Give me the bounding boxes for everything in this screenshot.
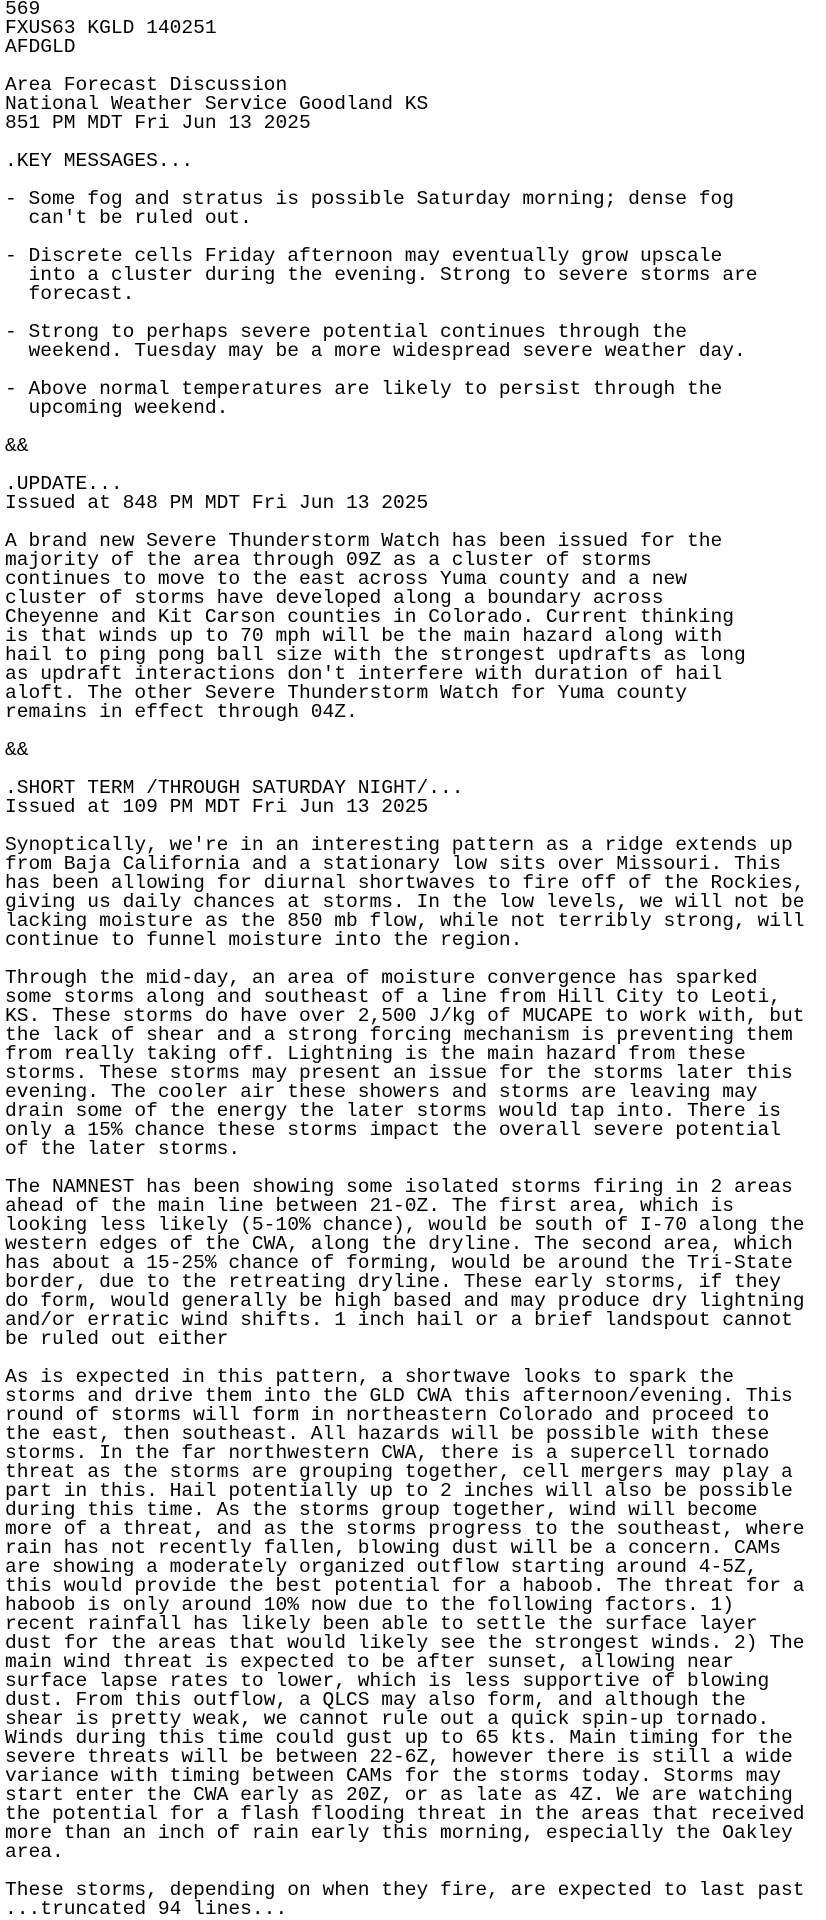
text-line: western edges of the CWA, along the dryline. The second area, which bbox=[5, 1233, 793, 1255]
text-line: shear is pretty weak, we cannot rule out a quick spin-up tornado. bbox=[5, 1708, 770, 1730]
text-line: storms. These storms may present an issue for the storms later this bbox=[5, 1062, 793, 1084]
text-line: are showing a moderately organized outflow starting around 4-5Z, bbox=[5, 1556, 758, 1578]
text-line: && bbox=[5, 739, 29, 761]
text-line: storms. In the far northwestern CWA, there is a supercell tornado bbox=[5, 1442, 770, 1464]
text-line: A brand new Severe Thunderstorm Watch has been issued for the bbox=[5, 530, 723, 552]
text-line: variance with timing between CAMs for the storms today. Storms may bbox=[5, 1765, 782, 1787]
text-line: as updraft interactions don't interfere with duration of hail bbox=[5, 663, 723, 685]
text-line: part in this. Hail potentially up to 2 inches will also be possible bbox=[5, 1480, 793, 1502]
text-line: && bbox=[5, 435, 29, 457]
text-line: majority of the area through 09Z as a cluster of storms bbox=[5, 549, 652, 571]
text-line: is that winds up to 70 mph will be the main hazard along with bbox=[5, 625, 723, 647]
text-line: Synoptically, we're in an interesting pattern as a ridge extends up bbox=[5, 834, 793, 856]
text-line: main wind threat is expected to be after sunset, allowing near bbox=[5, 1651, 735, 1673]
text-line: - Above normal temperatures are likely to persist through the bbox=[5, 378, 723, 400]
text-line: from really taking off. Lightning is the main hazard from these bbox=[5, 1043, 746, 1065]
text-line: can't be ruled out. bbox=[5, 207, 252, 229]
text-line: 851 PM MDT Fri Jun 13 2025 bbox=[5, 112, 311, 134]
text-line: and/or erratic wind shifts. 1 inch hail or a brief landspout cannot bbox=[5, 1309, 793, 1331]
text-line: upcoming weekend. bbox=[5, 397, 229, 419]
text-line: dust. From this outflow, a QLCS may also form, and although the bbox=[5, 1689, 746, 1711]
text-line: hail to ping pong ball size with the strongest updrafts as long bbox=[5, 644, 746, 666]
text-line: The NAMNEST has been showing some isolated storms firing in 2 areas bbox=[5, 1176, 793, 1198]
text-line: Cheyenne and Kit Carson counties in Colorado. Current thinking bbox=[5, 606, 735, 628]
text-line: rain has not recently fallen, blowing dust will be a concern. CAMs bbox=[5, 1537, 782, 1559]
text-line: continues to move to the east across Yuma county and a new bbox=[5, 568, 687, 590]
text-line: forecast. bbox=[5, 283, 135, 305]
text-line: the potential for a flash flooding threat in the areas that received bbox=[5, 1803, 805, 1825]
text-line: border, due to the retreating dryline. These early storms, if they bbox=[5, 1271, 782, 1293]
text-line: only a 15% chance these storms impact the overall severe potential bbox=[5, 1119, 782, 1141]
text-line: KS. These storms do have over 2,500 J/kg of MUCAPE to work with, but bbox=[5, 1005, 805, 1027]
text-line: more of a threat, and as the storms progress to the southeast, where bbox=[5, 1518, 805, 1540]
text-line: do form, would generally be high based and may produce dry lightning bbox=[5, 1290, 805, 1312]
text-line: some storms along and southeast of a line from Hill City to Leoti, bbox=[5, 986, 782, 1008]
text-line: 569 bbox=[5, 0, 41, 20]
text-line: threat as the storms are grouping together, cell mergers may play a bbox=[5, 1461, 793, 1483]
text-line: .SHORT TERM /THROUGH SATURDAY NIGHT/... bbox=[5, 777, 464, 799]
text-line: of the later storms. bbox=[5, 1138, 241, 1160]
text-line: lacking moisture as the 850 mb flow, while not terribly strong, will bbox=[5, 910, 805, 932]
text-line: .UPDATE... bbox=[5, 473, 123, 495]
text-line: - Discrete cells Friday afternoon may eventually grow upscale bbox=[5, 245, 723, 267]
text-line: Winds during this time could gust up to 65 kts. Main timing for the bbox=[5, 1727, 793, 1749]
text-line: These storms, depending on when they fire, are expected to last past bbox=[5, 1879, 805, 1901]
text-line: dust for the areas that would likely see the strongest winds. 2) The bbox=[5, 1632, 805, 1654]
text-line: looking less likely (5-10% chance), would be south of I-70 along the bbox=[5, 1214, 805, 1236]
text-line: evening. The cooler air these showers and storms are leaving may bbox=[5, 1081, 758, 1103]
text-line: round of storms will form in northeastern Colorado and proceed to bbox=[5, 1404, 770, 1426]
text-line: the east, then southeast. All hazards will be possible with these bbox=[5, 1423, 770, 1445]
text-line: As is expected in this pattern, a shortwave looks to spark the bbox=[5, 1366, 735, 1388]
text-line: drain some of the energy the later storms would tap into. There is bbox=[5, 1100, 782, 1122]
text-line: weekend. Tuesday may be a more widespread severe weather day. bbox=[5, 340, 746, 362]
text-line: FXUS63 KGLD 140251 bbox=[5, 17, 217, 39]
text-line: ahead of the main line between 21-0Z. The first area, which is bbox=[5, 1195, 735, 1217]
text-line: - Strong to perhaps severe potential continues through the bbox=[5, 321, 687, 343]
blank-line bbox=[5, 418, 826, 437]
text-line: ...truncated 94 lines... bbox=[5, 1898, 288, 1920]
text-line: Issued at 848 PM MDT Fri Jun 13 2025 bbox=[5, 492, 429, 514]
text-line: surface lapse rates to lower, which is less supportive of blowing bbox=[5, 1670, 770, 1692]
text-line: giving us daily chances at storms. In the low levels, we will not be bbox=[5, 891, 805, 913]
text-line: - Some fog and stratus is possible Saturday morning; dense fog bbox=[5, 188, 735, 210]
text-line: from Baja California and a stationary low sits over Missouri. This bbox=[5, 853, 782, 875]
text-line: remains in effect through 04Z. bbox=[5, 701, 358, 723]
text-line: .KEY MESSAGES... bbox=[5, 150, 194, 172]
text-line: area. bbox=[5, 1841, 64, 1863]
text-line: continue to funnel moisture into the region. bbox=[5, 929, 523, 951]
blank-line bbox=[5, 722, 826, 741]
text-line: the lack of shear and a strong forcing mechanism is preventing them bbox=[5, 1024, 793, 1046]
text-line: storms and drive them into the GLD CWA this afternoon/evening. This bbox=[5, 1385, 793, 1407]
text-line: more than an inch of rain early this morning, especially the Oakley bbox=[5, 1822, 793, 1844]
text-line: Area Forecast Discussion bbox=[5, 74, 288, 96]
text-line: be ruled out either bbox=[5, 1328, 229, 1350]
text-line: start enter the CWA early as 20Z, or as late as 4Z. We are watching bbox=[5, 1784, 793, 1806]
text-line: severe threats will be between 22-6Z, however there is still a wide bbox=[5, 1746, 793, 1768]
text-line: recent rainfall has likely been able to settle the surface layer bbox=[5, 1613, 758, 1635]
text-line: AFDGLD bbox=[5, 36, 76, 58]
text-line: this would provide the best potential for a haboob. The threat for a bbox=[5, 1575, 805, 1597]
text-line: Through the mid-day, an area of moisture convergence has sparked bbox=[5, 967, 758, 989]
text-line: Issued at 109 PM MDT Fri Jun 13 2025 bbox=[5, 796, 429, 818]
text-line: has about a 15-25% chance of forming, would be around the Tri-State bbox=[5, 1252, 793, 1274]
text-line: during this time. As the storms group together, wind will become bbox=[5, 1499, 758, 1521]
text-line: into a cluster during the evening. Strong to severe storms are bbox=[5, 264, 758, 286]
text-line: has been allowing for diurnal shortwaves to fire off of the Rockies, bbox=[5, 872, 805, 894]
text-line: haboob is only around 10% now due to the following factors. 1) bbox=[5, 1594, 735, 1616]
text-line: aloft. The other Severe Thunderstorm Watch for Yuma county bbox=[5, 682, 687, 704]
text-line: National Weather Service Goodland KS bbox=[5, 93, 429, 115]
blank-line bbox=[5, 456, 826, 475]
text-line: cluster of storms have developed along a boundary across bbox=[5, 587, 664, 609]
